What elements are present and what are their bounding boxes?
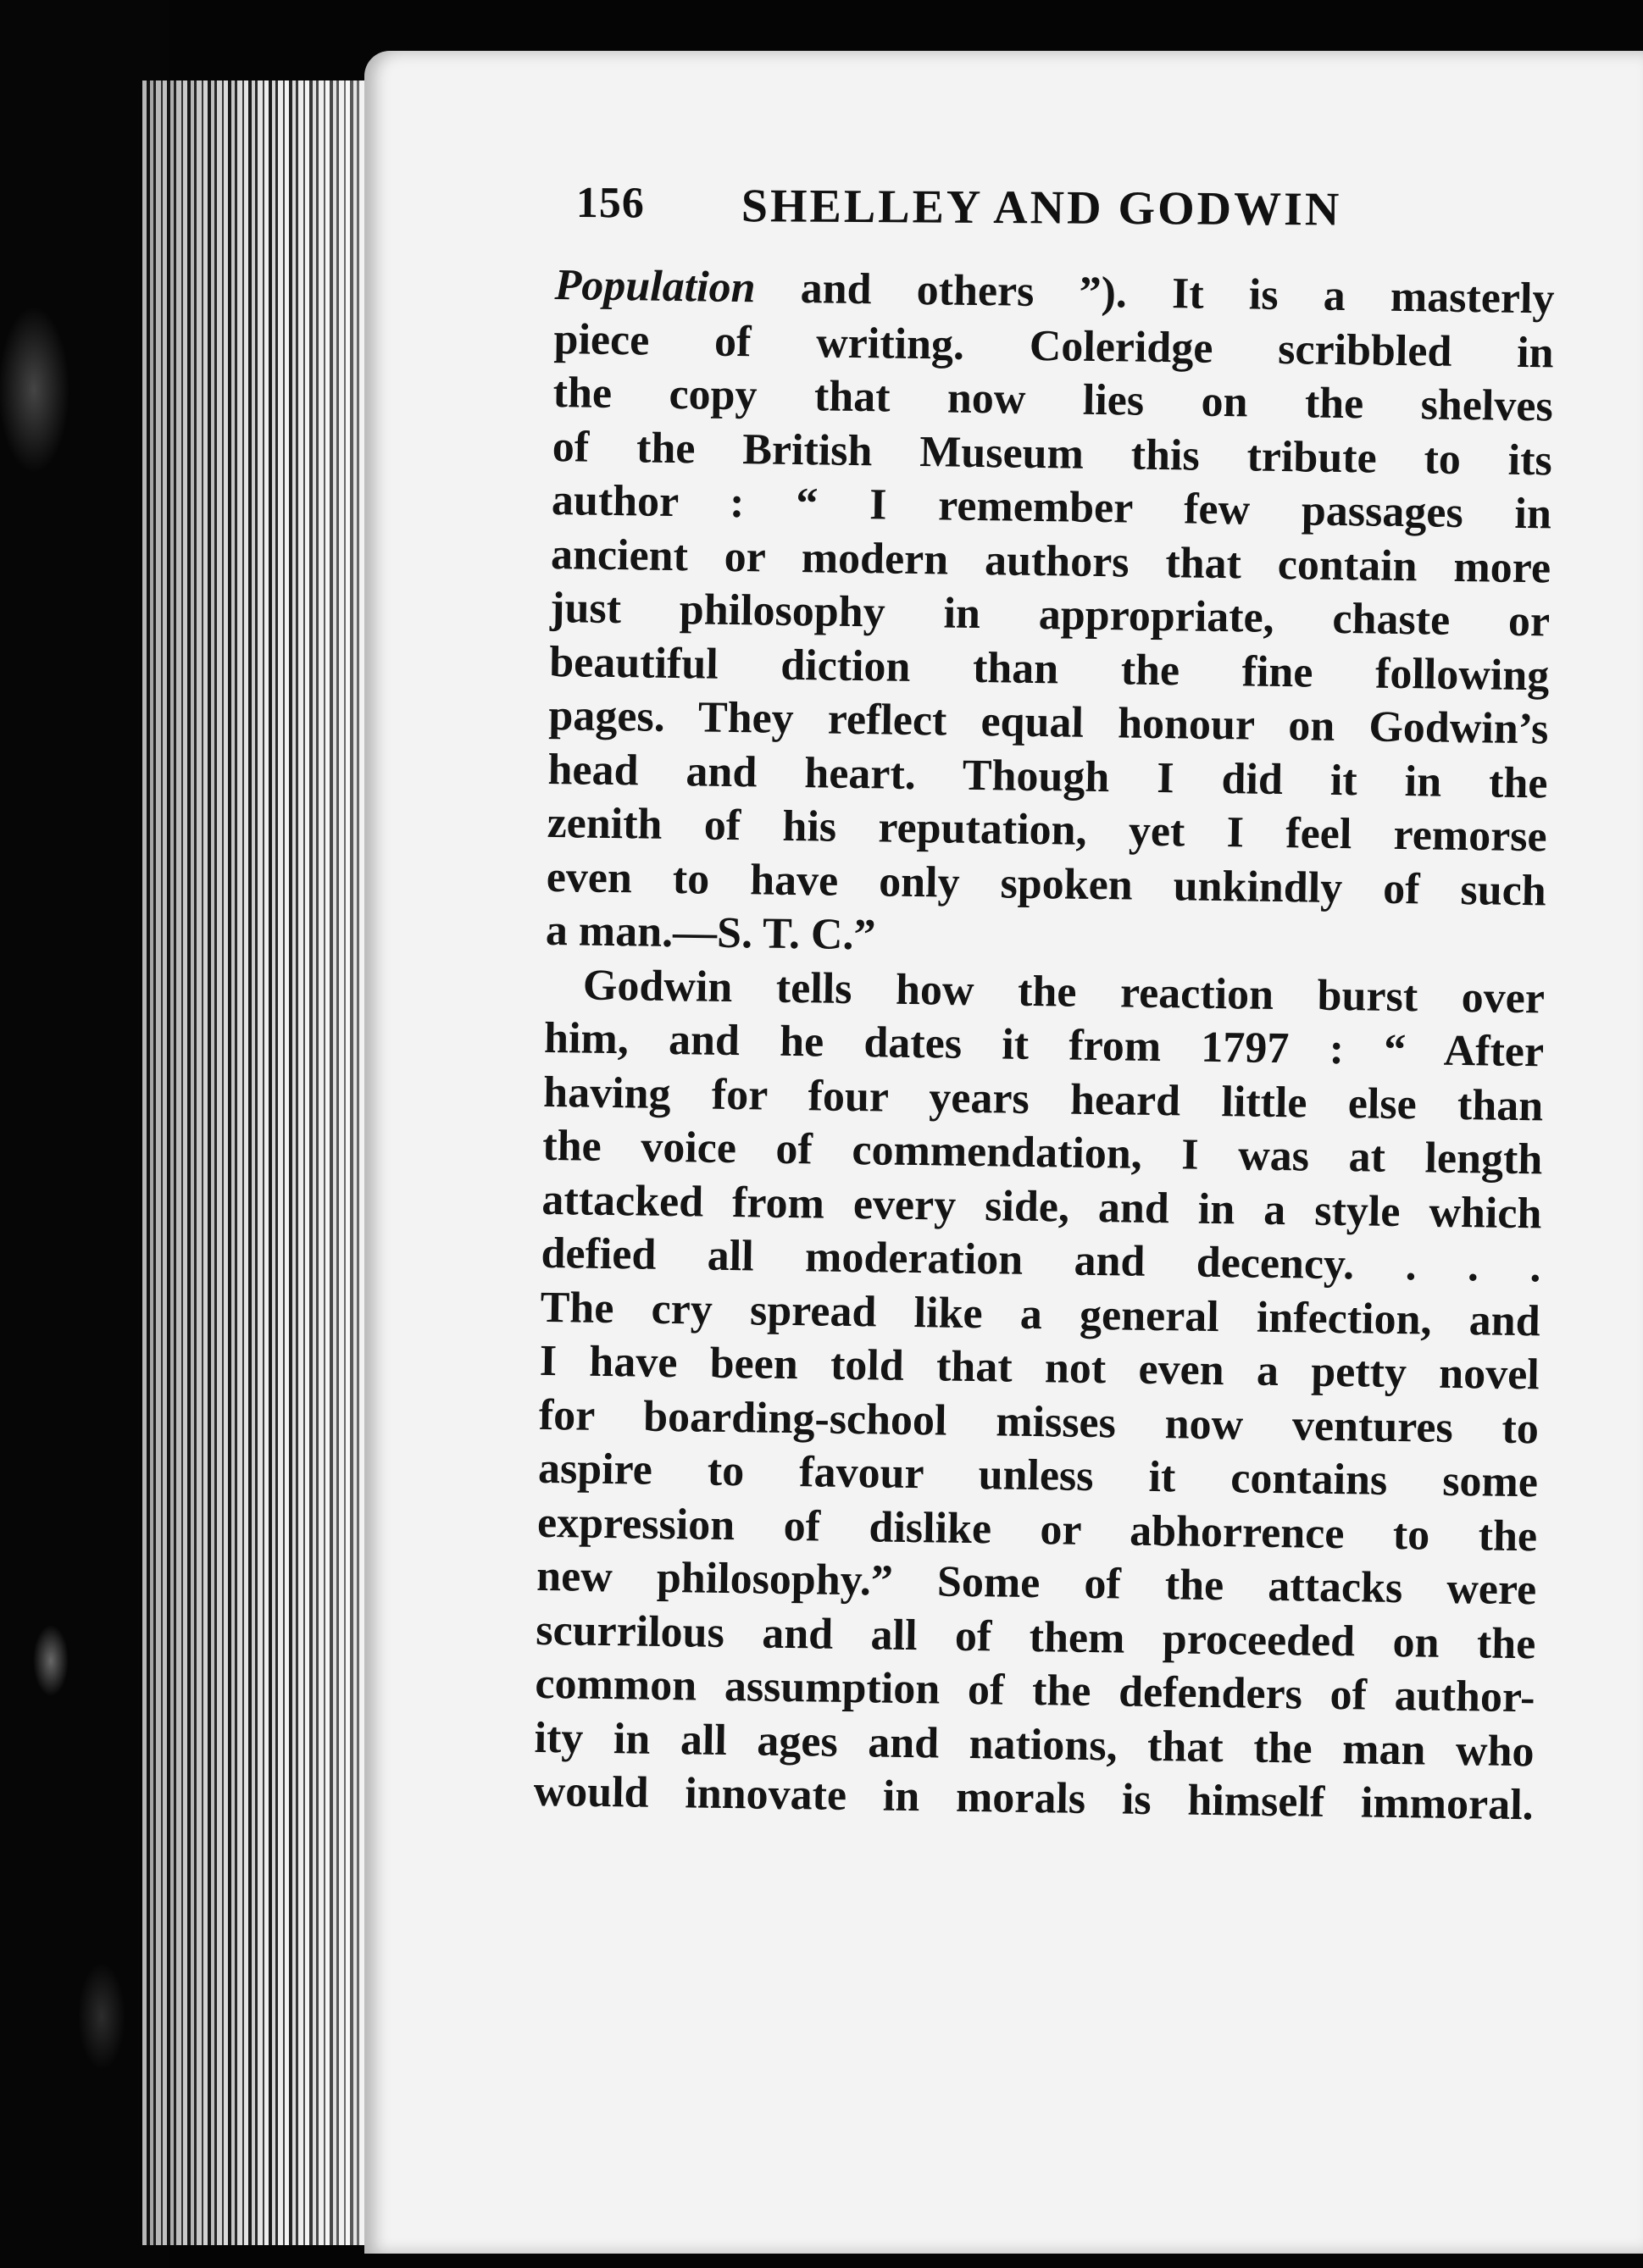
text-line: ity in all ages and nations, that the man who: [534, 1713, 1535, 1776]
text-line: defied all moderation and decency. . . .: [541, 1228, 1541, 1292]
italic-word: Population: [554, 260, 756, 313]
text-line: The cry spread like a general infection, and: [540, 1283, 1540, 1345]
text-line: new philosophy.” Some of the attacks were: [536, 1551, 1537, 1615]
text-line: beautiful diction than the fine following: [548, 637, 1550, 700]
text-line: ancient or modern authors that contain more: [550, 530, 1551, 592]
text-line: just philosophy in appropriate, chaste or: [549, 583, 1551, 646]
text-line: author : “ I remember few passages in: [551, 475, 1552, 539]
page-edges: [142, 80, 373, 2245]
book-page: [364, 51, 1643, 2254]
text-line: I have been told that not even a petty novel: [539, 1336, 1540, 1400]
text-line: common assumption of the defenders of author-: [535, 1659, 1535, 1722]
text-line: even to have only spoken unkindly of such: [546, 852, 1547, 915]
text-line: of the British Museum this tribute to its: [552, 422, 1553, 485]
text-line: the voice of commendation, I was at length: [541, 1121, 1543, 1184]
text-line: having for four years heard little else than: [542, 1067, 1544, 1130]
line-text: and others ”). It is a masterly: [755, 263, 1555, 324]
text-line: Godwin tells how the reaction burst over: [582, 961, 1546, 1023]
paragraph: [545, 258, 1554, 972]
text-line: head and heart. Though I did it in the: [547, 745, 1548, 807]
text-line: pages. They reflect equal honour on Godwin’s: [548, 690, 1549, 754]
running-head: [575, 178, 1643, 236]
text-line: scurrilous and all of them proceeded on the: [535, 1605, 1536, 1668]
paragraph: [533, 957, 1545, 1832]
text-line: the copy that now lies on the shelves: [552, 368, 1554, 431]
page-number: 156: [575, 178, 645, 228]
text-line: would innovate in morals is himself immoral.: [533, 1766, 1535, 1830]
text-line: aspire to favour unless it contains some: [537, 1444, 1539, 1507]
text-line: attacked from every side, and in a style which: [541, 1175, 1542, 1238]
text-line: him, and he dates it from 1797 : “ After: [543, 1013, 1545, 1077]
text-line: expression of dislike or abhorrence to the: [536, 1498, 1538, 1561]
text-line: for boarding-school misses now ventures to: [538, 1390, 1540, 1453]
text-line: zenith of his reputation, yet I feel remorse: [547, 798, 1547, 862]
text-line: piece of writing. Coleridge scribbled in: [553, 314, 1554, 377]
body-text: [533, 258, 1555, 1833]
running-title: SHELLEY AND GODWIN: [741, 180, 1342, 236]
text-line: a man.—S. T. C.”: [545, 906, 876, 960]
